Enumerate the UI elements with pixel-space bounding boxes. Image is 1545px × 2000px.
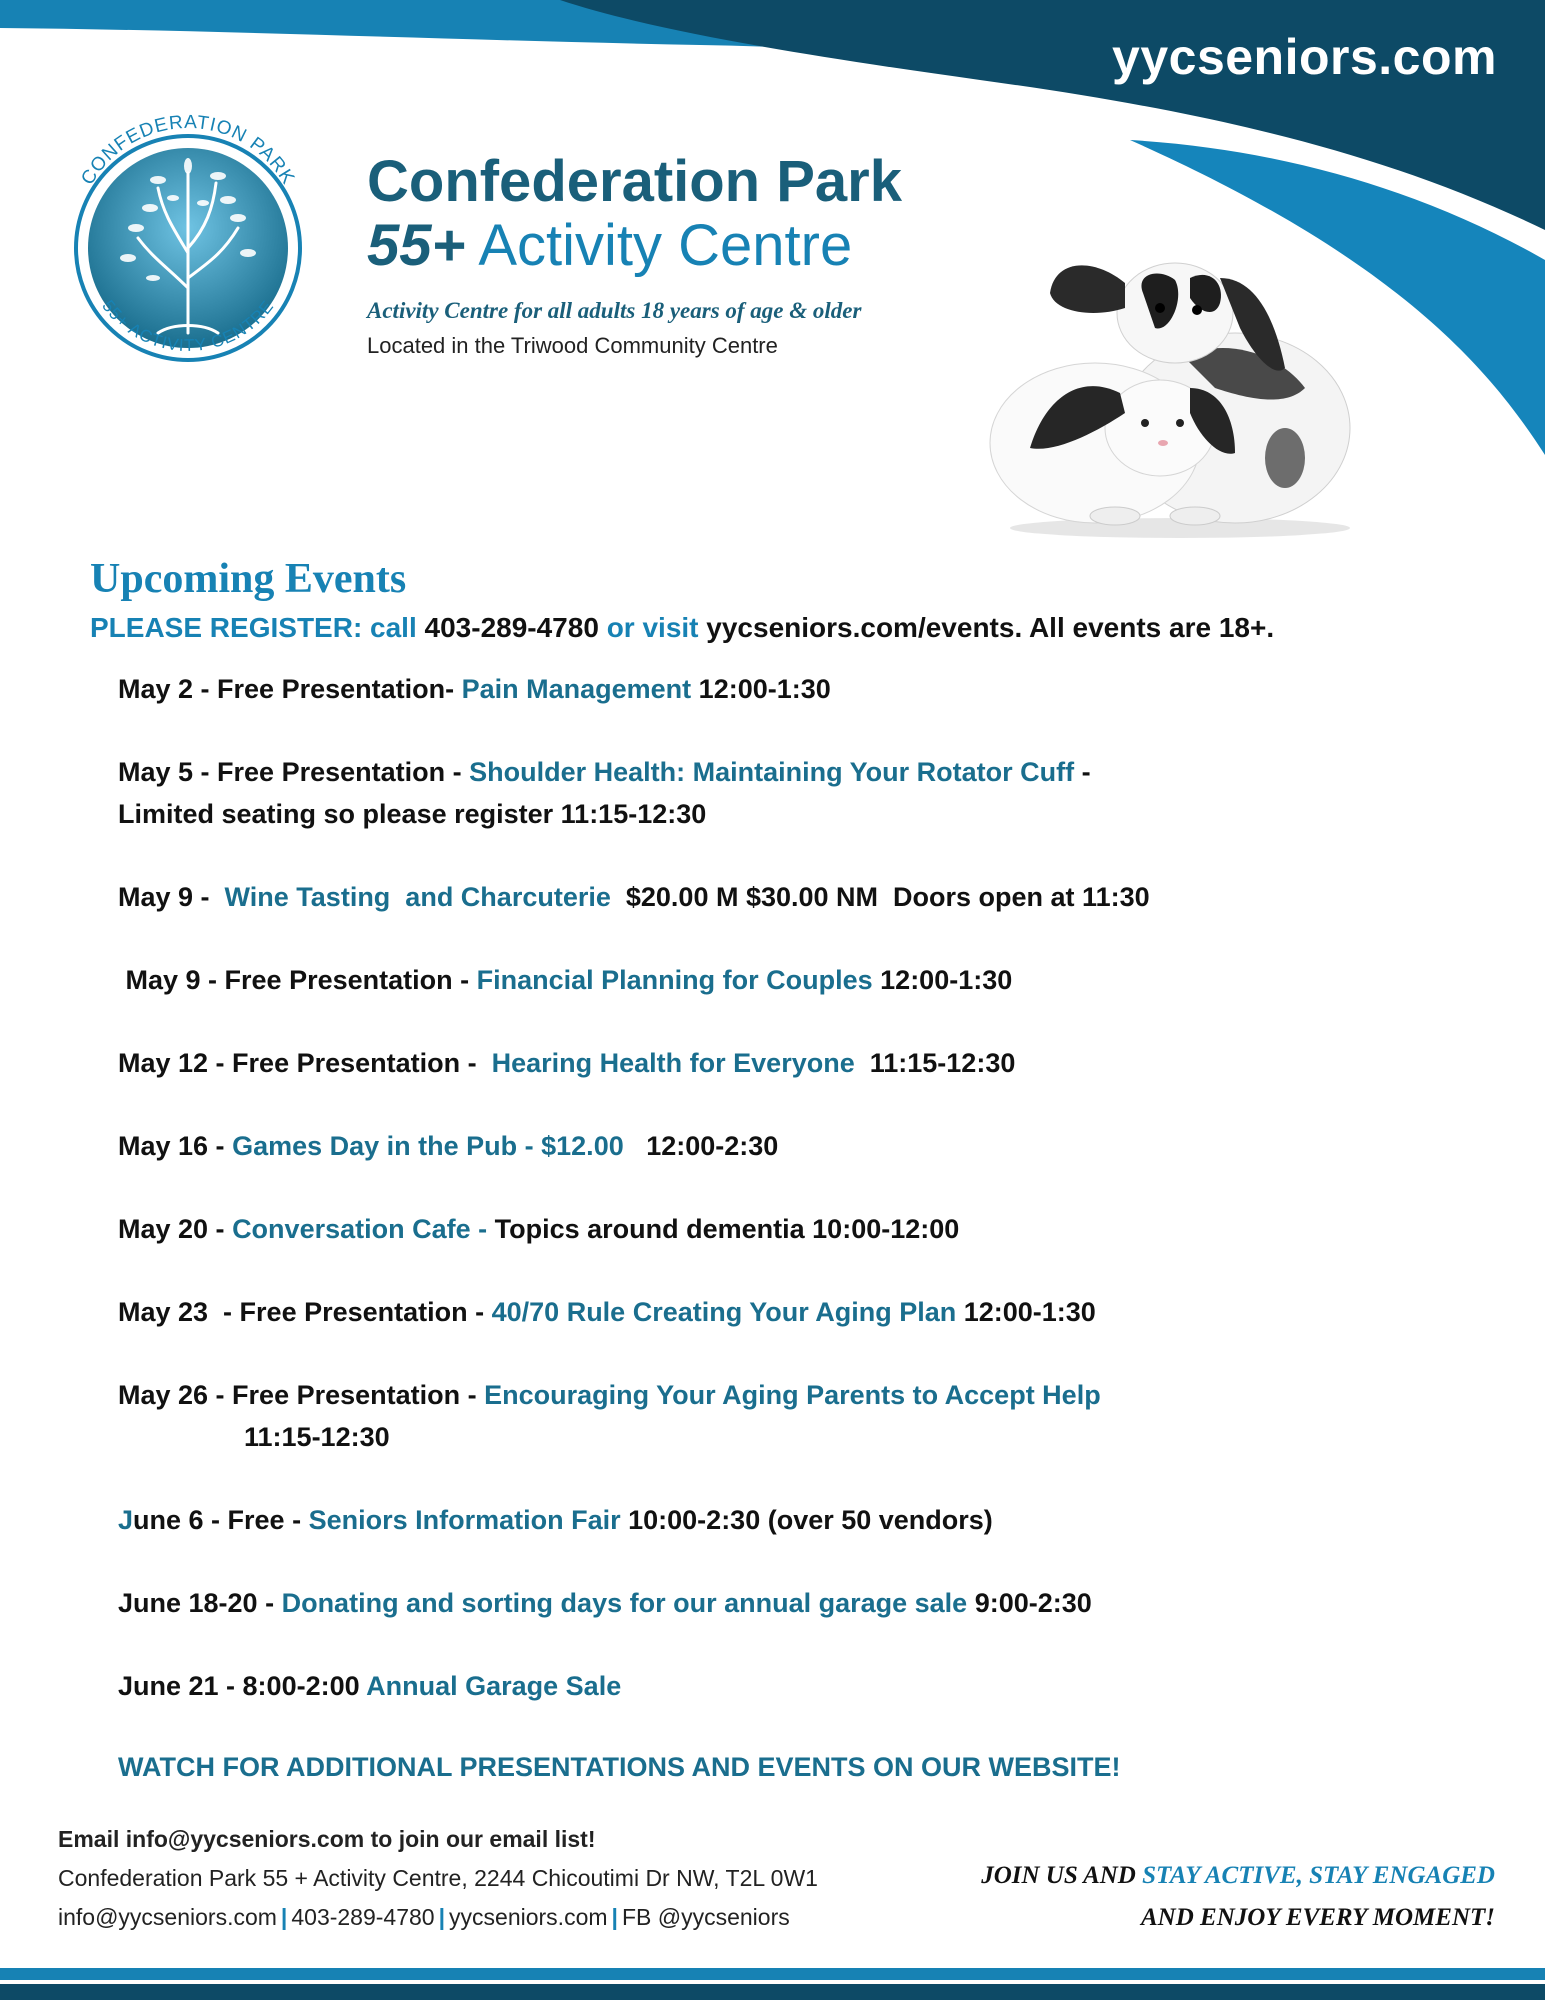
tagline: Activity Centre for all adults 18 years of age & older <box>367 298 862 323</box>
website-notice: WATCH FOR ADDITIONAL PRESENTATIONS AND EVENTS ON OUR WEBSITE! <box>118 1752 1121 1782</box>
event-item <box>118 1582 1458 1624</box>
event-time: 12:00-1:30 <box>956 1297 1096 1327</box>
event-title: Wine Tasting and Charcuterie <box>224 882 611 912</box>
event-time: 11:15-12:30 <box>854 1048 1016 1078</box>
footer-slogan <box>981 1855 1495 1939</box>
event-note: Limited seating so please register 11:15-12:30 <box>118 799 707 829</box>
contact-website-link[interactable]: yycseniors.com <box>449 1904 608 1930</box>
event-time: Topics around dementia 10:00-12:00 <box>487 1214 960 1244</box>
location-text: Located in the Triwood Community Centre <box>367 333 778 358</box>
register-phone[interactable]: 403-289-4780 <box>424 612 599 643</box>
address-text: Confederation Park 55 + Activity Centre, 2244 Chicoutimi Dr NW, T2L 0W1 <box>58 1865 818 1891</box>
events-heading: Upcoming Events <box>90 556 407 602</box>
bunnies-photo <box>985 238 1375 538</box>
event-date: May 26 - Free Presentation - <box>118 1380 485 1410</box>
event-title: 40/70 Rule Creating Your Aging Plan <box>491 1297 957 1327</box>
svg-text:CONFEDERATION PARK: CONFEDERATION PARK <box>77 111 299 189</box>
event-date: May 20 - <box>118 1214 233 1244</box>
register-prefix: PLEASE REGISTER: call <box>90 612 417 643</box>
event-item <box>118 751 1458 835</box>
event-date: May 16 - <box>118 1131 233 1161</box>
event-item <box>118 959 1458 1001</box>
footer-bar <box>0 1968 1545 2000</box>
event-date: une 6 - Free - <box>133 1505 309 1535</box>
event-time: 11:15-12:30 <box>244 1422 390 1452</box>
events-list <box>118 668 1458 1748</box>
page-subtitle <box>367 212 852 279</box>
slogan-end: AND ENJOY EVERY MOMENT! <box>1141 1904 1495 1931</box>
event-item <box>118 876 1458 918</box>
event-title: Encouraging Your Aging Parents to Accept Help <box>484 1380 1101 1410</box>
contact-links <box>58 1898 818 1937</box>
contact-email-link[interactable]: info@yycseniors.com <box>58 1904 277 1930</box>
event-time: 9:00-2:30 <box>967 1588 1092 1618</box>
slogan-start: JOIN US AND <box>981 1862 1143 1889</box>
event-item <box>118 1291 1458 1333</box>
event-title: Conversation Cafe - <box>232 1214 488 1244</box>
separator: | <box>611 1904 618 1930</box>
event-time: 12:00-2:30 <box>623 1131 779 1161</box>
event-date: May 2 - Free Presentation- <box>118 674 462 704</box>
email-signup-text: Email info@yycseniors.com to join our email list! <box>58 1826 596 1852</box>
event-time: 10:00-2:30 (over 50 vendors) <box>620 1505 993 1535</box>
event-date: June 18-20 - <box>118 1588 282 1618</box>
event-item <box>118 1665 1458 1707</box>
slogan-highlight: STAY ACTIVE, STAY ENGAGED <box>1142 1862 1495 1889</box>
event-item <box>118 1208 1458 1250</box>
register-mid: or visit <box>606 612 699 643</box>
event-time: $20.00 M $30.00 NM Doors open at 11:30 <box>610 882 1150 912</box>
event-title: Shoulder Health: Maintaining Your Rotator Cuff <box>469 757 1075 787</box>
event-title: Seniors Information Fair <box>308 1505 621 1535</box>
centre-logo <box>58 88 318 398</box>
register-instructions <box>90 612 1274 644</box>
separator: | <box>280 1904 288 1930</box>
event-date: June 21 - 8:00-2:00 <box>118 1671 367 1701</box>
event-item <box>118 668 1458 710</box>
event-title: Hearing Health for Everyone <box>491 1048 855 1078</box>
footer-contact <box>58 1820 818 1937</box>
page-title: Confederation Park <box>367 149 902 214</box>
event-item <box>118 1125 1458 1167</box>
separator: | <box>438 1904 446 1930</box>
event-item <box>118 1042 1458 1084</box>
event-date-initial: J <box>118 1505 134 1535</box>
website-url-header[interactable]: yycseniors.com <box>1112 29 1497 85</box>
event-title: Pain Management <box>461 674 692 704</box>
svg-text:55+ ACTIVITY CENTRE: 55+ ACTIVITY CENTRE <box>98 296 278 356</box>
register-url[interactable]: yycseniors.com/events. All events are 18+. <box>706 612 1275 643</box>
event-title: Annual Garage Sale <box>366 1671 622 1701</box>
event-time: - <box>1074 757 1091 787</box>
contact-facebook[interactable]: FB @yycseniors <box>621 1904 790 1930</box>
event-date: May 12 - Free Presentation - <box>118 1048 492 1078</box>
event-title: Financial Planning for Couples <box>476 965 873 995</box>
event-time: 12:00-1:30 <box>691 674 831 704</box>
event-date: May 5 - Free Presentation - <box>118 757 470 787</box>
event-time: 12:00-1:30 <box>872 965 1013 995</box>
subtitle-rest: Activity Centre <box>478 213 853 278</box>
event-date: May 9 - <box>118 882 225 912</box>
event-item <box>118 1499 1458 1541</box>
event-item <box>118 1374 1458 1458</box>
event-title: Donating and sorting days for our annual garage sale <box>281 1588 968 1618</box>
event-date: May 23 - Free Presentation - <box>118 1297 492 1327</box>
event-date: May 9 - Free Presentation - <box>118 965 477 995</box>
event-title: Games Day in the Pub - $12.00 <box>232 1131 624 1161</box>
subtitle-age: 55+ <box>367 213 466 278</box>
contact-phone[interactable]: 403-289-4780 <box>291 1904 435 1930</box>
